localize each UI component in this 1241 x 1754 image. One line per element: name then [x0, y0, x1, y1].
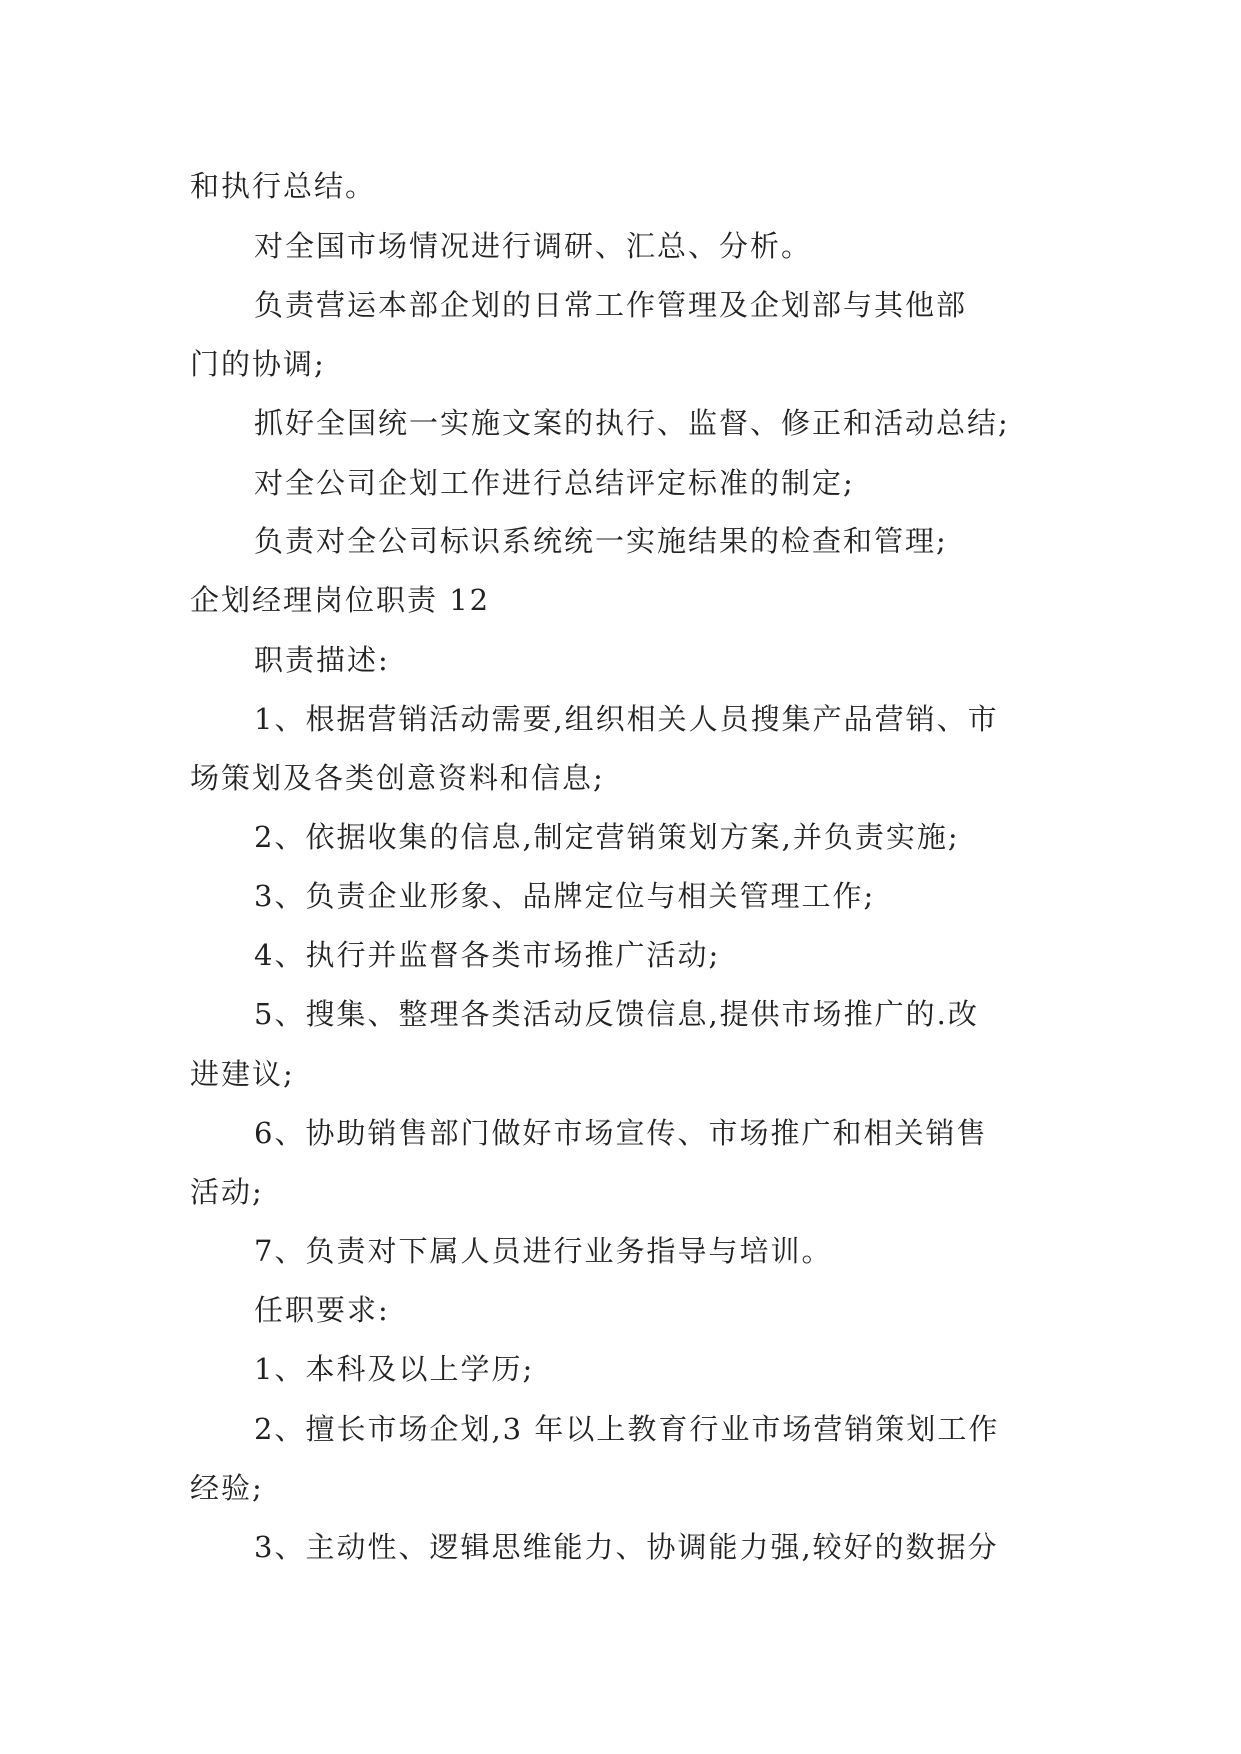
text-line: 经验;: [190, 1471, 264, 1505]
text-line: 活动;: [190, 1175, 264, 1209]
text-line: 7、负责对下属人员进行业务指导与培训。: [254, 1234, 833, 1268]
text-line: 6、协助销售部门做好市场宣传、市场推广和相关销售: [254, 1116, 988, 1150]
text-line: 3、主动性、逻辑思维能力、协调能力强,较好的数据分: [254, 1530, 999, 1564]
text-line: 负责营运本部企划的日常工作管理及企划部与其他部: [254, 288, 968, 322]
text-line: 和执行总结。: [190, 169, 377, 203]
section-heading: 企划经理岗位职责 12: [190, 583, 491, 617]
text-line: 门的协调;: [190, 347, 326, 381]
text-line: 4、执行并监督各类市场推广活动;: [254, 938, 721, 972]
text-line: 对全国市场情况进行调研、汇总、分析。: [254, 229, 813, 263]
text-line: 5、搜集、整理各类活动反馈信息,提供市场推广的.改: [254, 997, 979, 1031]
text-line: 任职要求:: [254, 1293, 390, 1327]
text-line: 职责描述:: [254, 643, 390, 677]
text-line: 对全公司企划工作进行总结评定标准的制定;: [254, 466, 855, 500]
text-line: 3、负责企业形象、品牌定位与相关管理工作;: [254, 879, 876, 913]
text-line: 进建议;: [190, 1057, 295, 1091]
text-line: 2、依据收集的信息,制定营销策划方案,并负责实施;: [254, 820, 960, 854]
text-line: 1、根据营销活动需要,组织相关人员搜集产品营销、市: [254, 702, 999, 736]
text-line: 负责对全公司标识系统统一实施结果的检查和管理;: [254, 524, 948, 558]
text-line: 1、本科及以上学历;: [254, 1352, 535, 1386]
text-line: 抓好全国统一实施文案的执行、监督、修正和活动总结;: [254, 406, 1010, 440]
text-line: 2、擅长市场企划,3 年以上教育行业市场营销策划工作: [254, 1412, 1000, 1446]
text-line: 场策划及各类创意资料和信息;: [190, 761, 605, 795]
